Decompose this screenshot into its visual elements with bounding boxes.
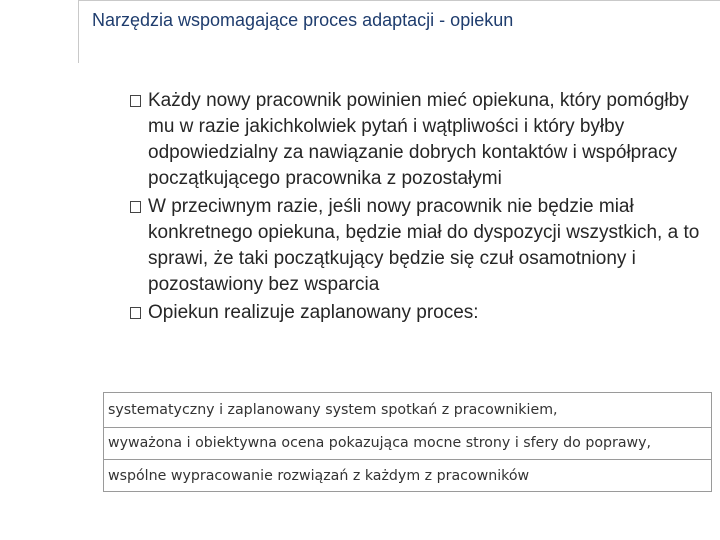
left-accent-line	[78, 0, 79, 63]
bullet-text: Każdy nowy pracownik powinien mieć opiekuna, który pomógłby mu w razie jakichkolwiek pytań i wątpliwości i który byłby odpowiedzialny za nawiązanie dobrych kontaktów i współpracy początkującego pracownika z pozostałymi	[148, 90, 689, 189]
bullet-text: W przeciwnym razie, jeśli nowy pracownik nie będzie miał konkretnego opiekuna, będzie miał do dyspozycji wszystkich, a to sprawi, że taki początkujący będzie się czuł osamotniony i pozostawiony bez wsparcia	[148, 196, 700, 295]
bullet-list	[130, 88, 702, 328]
process-step: wyważona i obiektywna ocena pokazująca mocne strony i sfery do poprawy,	[108, 435, 652, 451]
slide-title: Narzędzia wspomagające proces adaptacji - opiekun	[92, 10, 514, 30]
process-step: wspólne wypracowanie rozwiązań z każdym z pracowników	[108, 468, 530, 484]
bullet-item	[130, 300, 702, 326]
square-bullet-icon	[130, 307, 141, 319]
square-bullet-icon	[130, 95, 141, 107]
process-steps-box	[103, 392, 712, 492]
row-divider	[104, 459, 711, 460]
bullet-item	[130, 88, 702, 192]
top-border-line	[78, 0, 720, 1]
bullet-item	[130, 194, 702, 298]
process-step: systematyczny i zaplanowany system spotkań z pracownikiem,	[108, 402, 558, 418]
bullet-text: Opiekun realizuje zaplanowany proces:	[148, 302, 479, 323]
row-divider	[104, 427, 711, 428]
square-bullet-icon	[130, 201, 141, 213]
